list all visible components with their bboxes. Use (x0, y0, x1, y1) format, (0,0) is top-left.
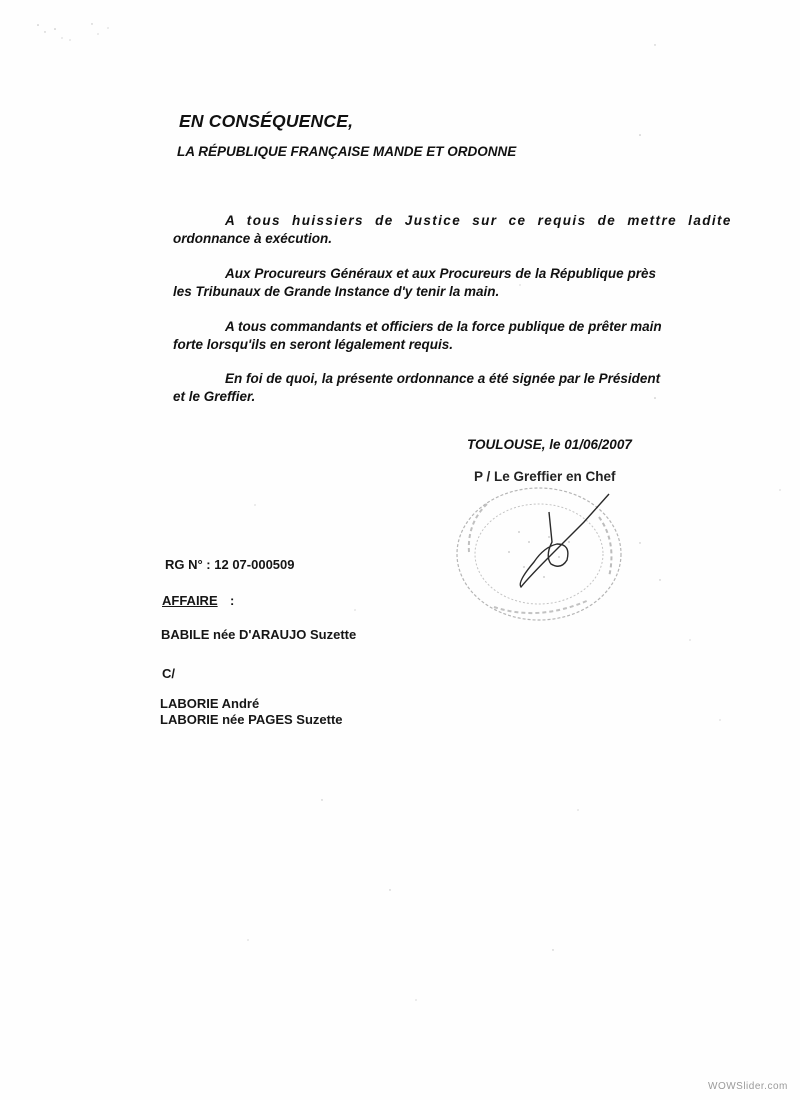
paragraph-line: A tous commandants et officiers de la force publique de prêter main (225, 319, 662, 334)
paragraph-line: En foi de quoi, la présente ordonnance a été signée par le Président (225, 371, 661, 386)
paragraph-huissiers (173, 212, 732, 248)
plaintiff-name: BABILE née D'ARAUJO Suzette (161, 627, 357, 642)
paragraph-line: A tous huissiers de Justice sur ce requis de mettre ladite (225, 213, 732, 228)
case-number: RG N° : 12 07-000509 (165, 557, 295, 572)
paragraph-en-foi-de-quoi (173, 370, 661, 406)
paragraph-line: et le Greffier. (173, 389, 256, 404)
heading-en-consequence: EN CONSÉQUENCE, (179, 111, 354, 131)
place-and-date: TOULOUSE, le 01/06/2007 (467, 437, 632, 452)
paragraph-commandants (173, 318, 662, 354)
versus-label: C/ (162, 666, 175, 681)
paragraph-line: ordonnance à exécution. (173, 231, 333, 246)
defendant-name: LABORIE née PAGES Suzette (160, 712, 343, 727)
paragraph-line: les Tribunaux de Grande Instance d'y tenir la main. (173, 284, 500, 299)
affaire-label: AFFAIRE (162, 593, 218, 608)
affaire-colon: : (230, 593, 235, 608)
watermark-text: WOWSlider.com (708, 1081, 788, 1092)
paragraph-procureurs (173, 265, 656, 301)
paragraph-line: Aux Procureurs Généraux et aux Procureurs de la République près (225, 266, 656, 281)
court-stamp-icon (449, 482, 629, 622)
subheading-republique: LA RÉPUBLIQUE FRANÇAISE MANDE ET ORDONNE (177, 144, 517, 159)
paragraph-line: forte lorsqu'ils en seront légalement requis. (173, 337, 454, 352)
defendant-name: LABORIE André (160, 696, 260, 711)
signatory-label: P / Le Greffier en Chef (474, 469, 616, 484)
